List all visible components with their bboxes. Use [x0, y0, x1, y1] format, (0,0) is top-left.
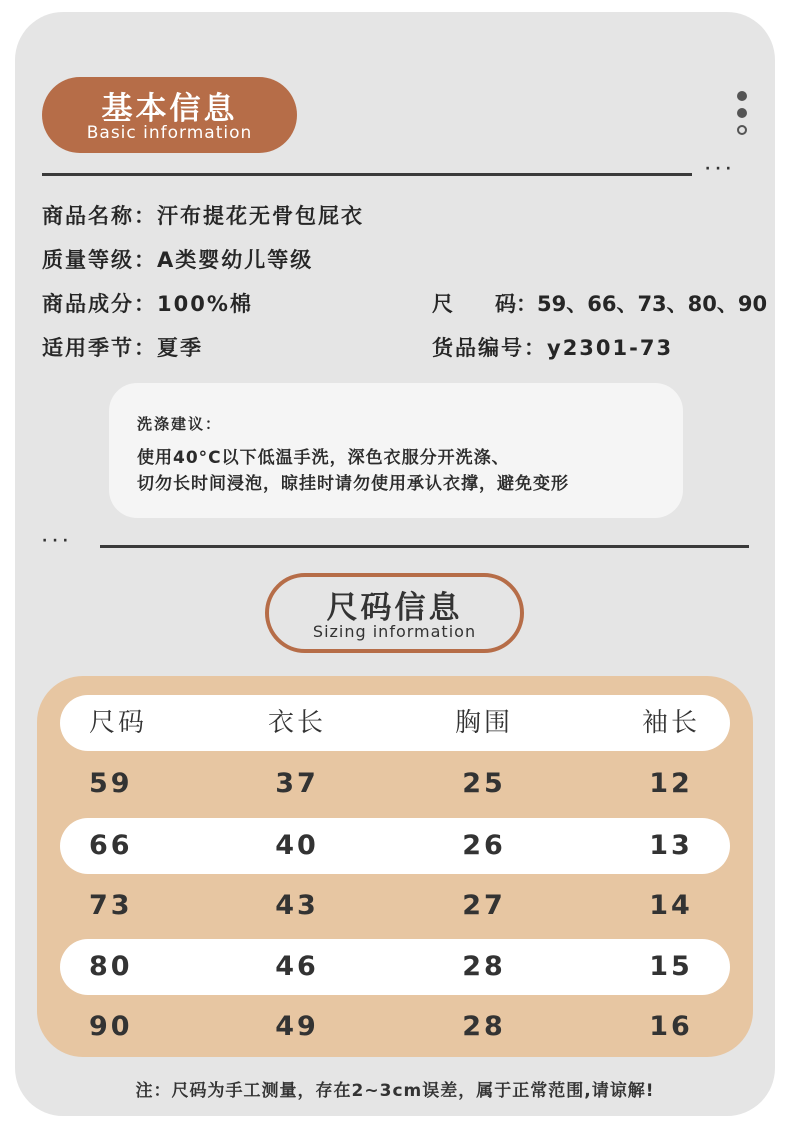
sizing-info-title: 尺码信息	[326, 590, 463, 626]
header-sleeve: 袖长	[641, 708, 700, 738]
product-name: 商品名称：汗布提花无骨包屁衣	[42, 204, 364, 228]
header-chest: 胸围	[454, 708, 513, 738]
size-list: 尺 码：59、66、73、80、90	[432, 292, 768, 316]
cell-size: 66	[89, 830, 133, 861]
sizing-info-header	[265, 573, 524, 653]
material: 商品成分：100%棉	[42, 292, 253, 316]
wash-line-2: 切勿长时间浸泡，晾挂时请勿使用承认衣撑，避免变形	[137, 474, 569, 494]
basic-info-subtitle: Basic information	[86, 123, 253, 143]
cell-sleeve: 15	[649, 951, 693, 982]
cell-length: 46	[275, 951, 319, 982]
wash-instructions-box	[109, 383, 683, 518]
cell-length: 49	[275, 1011, 319, 1042]
table-row	[60, 878, 730, 934]
cell-sleeve: 16	[649, 1011, 693, 1042]
table-row	[60, 939, 730, 995]
table-row	[60, 756, 730, 812]
cell-length: 37	[275, 768, 319, 799]
divider-middle	[100, 545, 749, 548]
dots-decoration-right: ···	[705, 161, 736, 177]
season: 适用季节：夏季	[42, 336, 203, 360]
cell-sleeve: 14	[649, 890, 693, 921]
wash-line-1: 使用40°C以下低温手洗，深色衣服分开洗涤、	[137, 448, 510, 468]
vertical-dots-icon	[737, 91, 747, 142]
cell-size: 73	[89, 890, 133, 921]
table-header-row	[60, 695, 730, 751]
table-row	[60, 999, 730, 1055]
cell-sleeve: 13	[649, 830, 693, 861]
cell-length: 40	[275, 830, 319, 861]
header-length: 衣长	[267, 708, 326, 738]
cell-chest: 26	[462, 830, 506, 861]
measurement-note: 注：尺码为手工测量，存在2~3cm误差，属于正常范围,请谅解!	[135, 1081, 655, 1101]
cell-chest: 28	[462, 951, 506, 982]
table-row	[60, 818, 730, 874]
basic-info-header	[42, 77, 297, 153]
cell-chest: 28	[462, 1011, 506, 1042]
cell-chest: 27	[462, 890, 506, 921]
cell-chest: 25	[462, 768, 506, 799]
cell-size: 59	[89, 768, 133, 799]
dots-decoration-left: ···	[42, 533, 73, 549]
header-size: 尺码	[89, 708, 148, 738]
cell-size: 80	[89, 951, 133, 982]
cell-sleeve: 12	[649, 768, 693, 799]
basic-info-title: 基本信息	[101, 91, 238, 127]
quality-grade: 质量等级：A类婴幼儿等级	[42, 248, 314, 272]
item-number: 货品编号：y2301-73	[432, 336, 674, 360]
wash-title: 洗涤建议：	[137, 415, 223, 433]
cell-size: 90	[89, 1011, 133, 1042]
cell-length: 43	[275, 890, 319, 921]
sizing-info-subtitle: Sizing information	[312, 622, 477, 641]
divider-top	[42, 173, 692, 176]
